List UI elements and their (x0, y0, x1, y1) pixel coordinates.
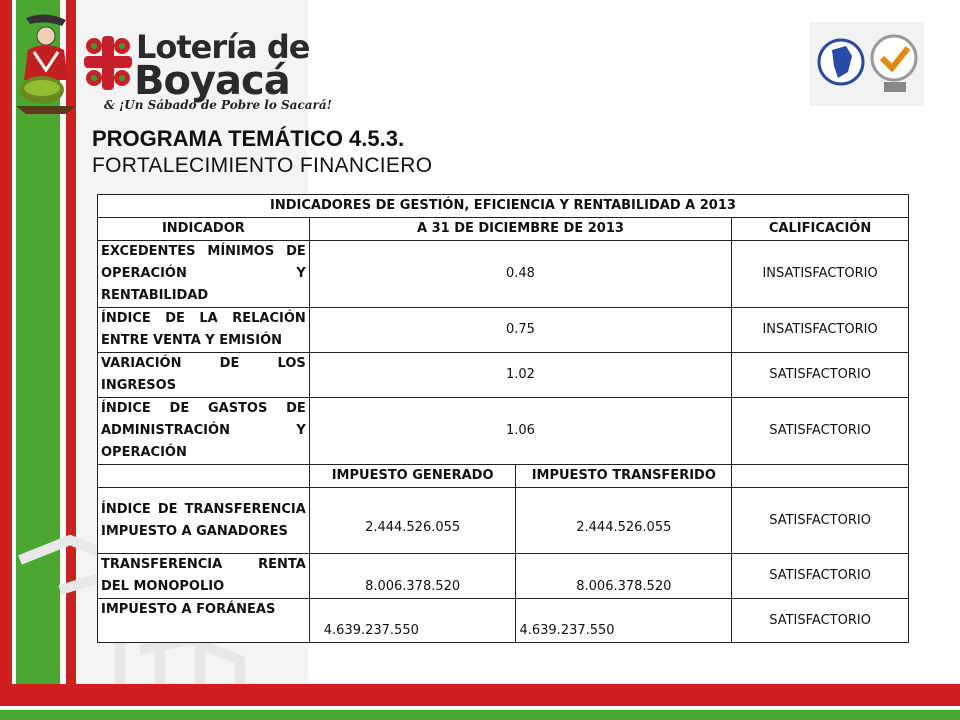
indicator-value: 1.06 (309, 398, 731, 465)
indicator-value: 1.02 (309, 353, 731, 398)
bottom-red-stripe (0, 684, 960, 706)
table-header-row (98, 218, 909, 241)
indicators-table (97, 194, 909, 643)
indicator-rating: SATISFACTORIO (732, 398, 909, 465)
tax-generated: 2.444.526.055 (309, 488, 516, 554)
header-rating: CALIFICACIÓN (732, 218, 909, 241)
table-row (98, 554, 909, 599)
table-row (98, 398, 909, 465)
table-row (98, 353, 909, 398)
table-row (98, 599, 909, 643)
indicator-name: IMPUESTO A FORÁNEAS (98, 599, 310, 643)
indicator-value: 0.75 (309, 308, 731, 353)
tax-generated: 8.006.378.520 (309, 554, 516, 599)
indicator-rating: INSATISFACTORIO (732, 308, 909, 353)
tax-header-row (98, 465, 909, 488)
header-tax-transferred: IMPUESTO TRANSFERIDO (516, 465, 732, 488)
indicator-name: TRANSFERENCIA RENTA DEL MONOPOLIO (98, 554, 310, 599)
page-title: PROGRAMA TEMÁTICO 4.5.3. (92, 126, 405, 151)
indicator-name: ÍNDICE DE TRANSFERENCIA IMPUESTO A GANADORES (98, 488, 310, 554)
header-date: A 31 DE DICIEMBRE DE 2013 (309, 218, 731, 241)
logo-line2: Boyacá (134, 58, 290, 104)
loteria-logo (6, 10, 332, 116)
header-tax-generated: IMPUESTO GENERADO (309, 465, 516, 488)
bottom-green-stripe (0, 710, 960, 720)
blank-cell (98, 465, 310, 488)
indicator-rating: SATISFACTORIO (732, 353, 909, 398)
header-indicator: INDICADOR (98, 218, 310, 241)
indicator-rating: SATISFACTORIO (732, 599, 909, 643)
table-row (98, 241, 909, 308)
indicator-rating: SATISFACTORIO (732, 554, 909, 599)
indicator-name: ÍNDICE DE LA RELACIÓN ENTRE VENTA Y EMISIÓN (98, 308, 310, 353)
indicator-name: ÍNDICE DE GASTOS DE ADMINISTRACIÓN Y OPERACIÓN (98, 398, 310, 465)
table-row (98, 488, 909, 554)
table-caption-row (98, 195, 909, 218)
colombia-map-seal-icon (816, 32, 866, 92)
tax-transferred: 4.639.237.550 (516, 599, 732, 643)
indicator-name: VARIACIÓN DE LOS INGRESOS (98, 353, 310, 398)
tax-generated: 4.639.237.550 (309, 599, 516, 643)
indicator-name: EXCEDENTES MÍNIMOS DE OPERACIÓN Y RENTABILIDAD (98, 241, 310, 308)
table-row (98, 308, 909, 353)
blank-cell (732, 465, 909, 488)
sgs-cert-icon (868, 30, 920, 94)
cross-emblem-icon (82, 32, 134, 94)
lottery-mascot-icon (6, 10, 86, 116)
certification-seals (810, 22, 924, 106)
tax-transferred: 8.006.378.520 (516, 554, 732, 599)
indicator-value: 0.48 (309, 241, 731, 308)
tax-transferred: 2.444.526.055 (516, 488, 732, 554)
page-subtitle: FORTALECIMIENTO FINANCIERO (92, 154, 433, 177)
table-caption: INDICADORES DE GESTIÓN, EFICIENCIA Y RENTABILIDAD A 2013 (98, 195, 909, 218)
logo-line1: Lotería de (136, 28, 310, 66)
indicator-rating: SATISFACTORIO (732, 488, 909, 554)
logo-slogan: & ¡Un Sábado de Pobre lo Sacará! (104, 98, 332, 112)
indicator-rating: INSATISFACTORIO (732, 241, 909, 308)
